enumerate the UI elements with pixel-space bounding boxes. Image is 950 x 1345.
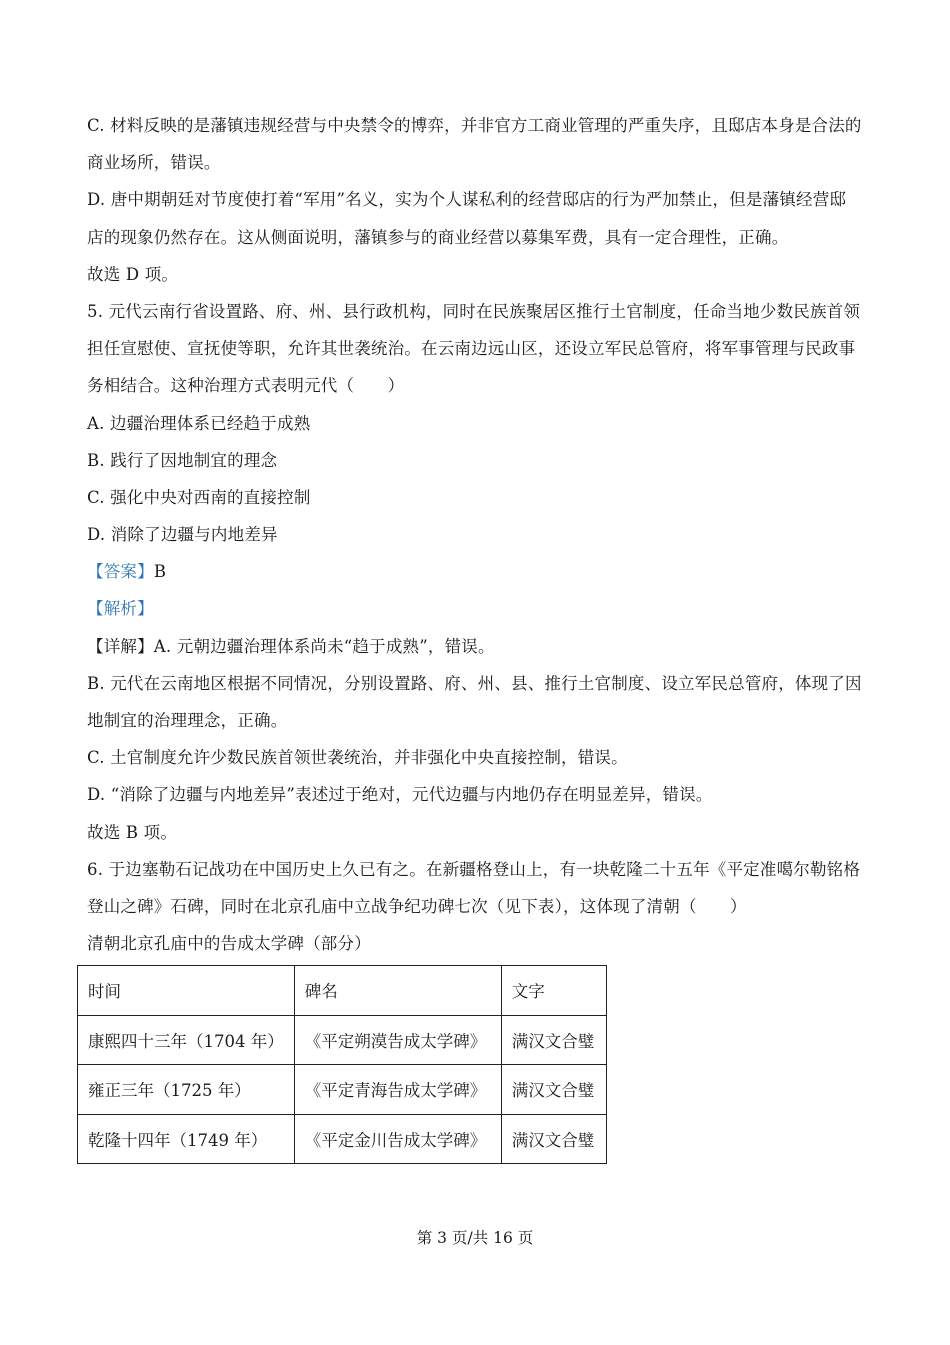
table-cell: 满汉文合璧	[501, 1015, 606, 1065]
question-6-stem: 登山之碑》石碑，同时在北京孔庙中立战争纪功碑七次（见下表），这体现了清朝（ ）	[87, 896, 747, 916]
table-cell: 满汉文合璧	[501, 1114, 606, 1164]
table-header-cell: 碑名	[294, 966, 501, 1016]
table-row	[78, 1114, 607, 1164]
answer-tag: 【答案】	[87, 562, 154, 582]
option-d: D. 消除了边疆与内地差异	[87, 525, 278, 545]
question-5-stem: 5. 元代云南行省设置路、府、州、县行政机构，同时在民族聚居区推行土官制度，任命当地少数民族首领	[87, 301, 861, 321]
text-line: B. 元代在云南地区根据不同情况，分别设置路、府、州、县、推行土官制度、设立军民总管府，体现了因	[87, 673, 862, 693]
table-row	[78, 1065, 607, 1115]
question-5-stem: 务相结合。这种治理方式表明元代（ ）	[87, 376, 405, 396]
text-line: 故选 B 项。	[87, 822, 178, 842]
table-header-cell: 时间	[78, 966, 295, 1016]
option-c: C. 强化中央对西南的直接控制	[87, 487, 311, 507]
table-cell: 《平定青海告成太学碑》	[294, 1065, 501, 1115]
table-header-row	[78, 966, 607, 1016]
table-cell: 乾隆十四年（1749 年）	[78, 1114, 295, 1164]
table-cell: 康熙四十三年（1704 年）	[78, 1015, 295, 1065]
table-row	[78, 1015, 607, 1065]
document-body	[87, 107, 865, 962]
text-line: 店的现象仍然存在。这从侧面说明，藩镇参与的商业经营以募集军费，具有一定合理性，正确。	[87, 227, 789, 247]
detail-line: 【详解】A. 元朝边疆治理体系尚未“趋于成熟”，错误。	[87, 636, 495, 656]
text-line: D. “消除了边疆与内地差异”表述过于绝对，元代边疆与内地仍存在明显差异，错误。	[87, 785, 713, 805]
question-5-stem: 担任宣慰使、宣抚使等职，允许其世袭统治。在云南边远山区，还设立军民总管府，将军事管理与民政事	[87, 339, 856, 359]
answer-line	[87, 553, 865, 590]
table-cell: 《平定朔漠告成太学碑》	[294, 1015, 501, 1065]
text-line: 商业场所，错误。	[87, 153, 221, 173]
table-caption: 清朝北京孔庙中的告成太学碑（部分）	[87, 934, 371, 954]
text-line: C. 土官制度允许少数民族首领世袭统治，并非强化中央直接控制，错误。	[87, 748, 628, 768]
option-b: B. 践行了因地制宜的理念	[87, 450, 278, 470]
analysis-line	[87, 590, 865, 627]
table-header-cell: 文字	[501, 966, 606, 1016]
answer-value: B	[153, 562, 167, 582]
text-line: D. 唐中期朝廷对节度使打着“军用”名义，实为个人谋私利的经营邸店的行为严加禁止，但是藩镇经营邸	[87, 190, 847, 210]
table-cell: 《平定金川告成太学碑》	[294, 1114, 501, 1164]
text-line: C. 材料反映的是藩镇违规经营与中央禁令的博弈，并非官方工商业管理的严重失序，且邸店本身是合法的	[87, 116, 862, 135]
page-footer: 第 3 页/共 16 页	[416, 1229, 534, 1247]
table-cell: 雍正三年（1725 年）	[78, 1065, 295, 1115]
text-line: 故选 D 项。	[87, 264, 179, 284]
table-cell: 满汉文合璧	[501, 1065, 606, 1115]
stele-table	[77, 965, 607, 1164]
text-line: 地制宜的治理理念，正确。	[87, 711, 288, 730]
question-6-stem: 6. 于边塞勒石记战功在中国历史上久已有之。在新疆格登山上，有一块乾隆二十五年《平定准噶尔勒铭格	[87, 859, 861, 879]
option-a: A. 边疆治理体系已经趋于成熟	[87, 413, 311, 433]
analysis-tag: 【解析】	[87, 599, 154, 619]
